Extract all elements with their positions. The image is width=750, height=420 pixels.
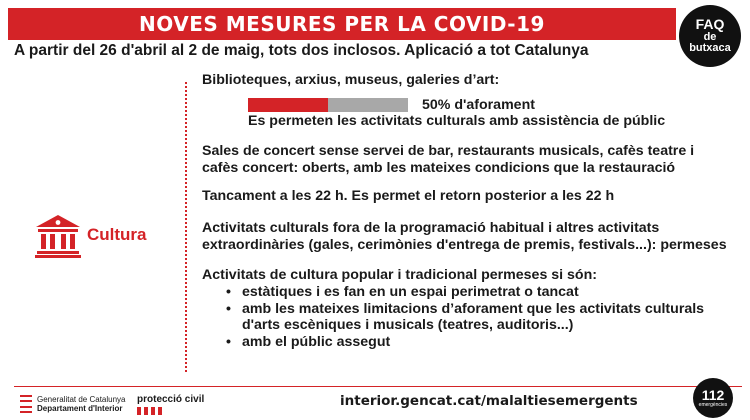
generalitat-logo <box>20 395 126 413</box>
capacity-row <box>248 97 535 113</box>
footer-url-link[interactable]: interior.gencat.cat/malaltiesemergents <box>340 393 638 409</box>
category-block <box>33 212 147 258</box>
emergency-112-badge <box>693 378 733 418</box>
proteccio-civil-stripes-icon <box>137 407 204 415</box>
generalitat-name: Generalitat de Catalunya <box>37 395 126 404</box>
content-area <box>202 72 732 350</box>
category-label: Cultura <box>87 225 147 244</box>
faq-badge <box>679 5 741 67</box>
proteccio-civil-label: protecció civil <box>137 394 205 405</box>
closing-text: Tancament a les 22 h. Es permet el retorn posterior a les 22 h <box>202 188 615 204</box>
emergency-sub: emergències <box>698 402 728 408</box>
capacity-bar-fill <box>248 98 328 112</box>
capacity-bar <box>248 98 408 112</box>
concert-text: Sales de concert sense servei de bar, restaurants musicals, cafès teatre i cafès concert: oberts, amb les mateixes condicions que la restauració <box>202 143 695 176</box>
extra-activities-text: Activitats culturals fora de la programació habitual i altres activitats extraordinàries (gales, cerimònies d'entrega de premis, festivals...): permeses <box>202 220 727 253</box>
emergency-number: 112 <box>701 387 725 403</box>
popular-bullet-list <box>202 284 732 350</box>
popular-heading: Activitats de cultura popular i tradicional permeses si són: <box>202 267 597 283</box>
capacity-label: 50% d'aforament <box>422 97 535 113</box>
museum-building-icon <box>33 212 83 258</box>
libraries-note: Es permeten les activitats culturals amb assistència de públic <box>248 113 666 129</box>
faq-badge-line2: de <box>703 30 717 43</box>
capacity-bar-empty <box>328 98 408 112</box>
generalitat-stripes-icon <box>20 395 32 413</box>
popular-bullet-item: • amb les mateixes limitacions d’aforament que les activitats culturals d'arts escèniques i musicals (teatres, auditoris...) <box>202 301 732 334</box>
faq-badge-line1: FAQ <box>695 16 725 33</box>
subtitle: A partir del 26 d'abril al 2 de maig, tots dos inclosos. Aplicació a tot Catalunya <box>14 42 589 59</box>
popular-bullet-item: • amb el públic assegut <box>202 334 732 351</box>
section-divider <box>185 82 187 372</box>
page-title: NOVES MESURES PER LA COVID-19 <box>8 8 676 40</box>
footer-divider <box>14 386 742 387</box>
popular-bullet-item: • estàtiques i es fan en un espai perimetrat o tancat <box>202 284 732 301</box>
libraries-heading: Biblioteques, arxius, museus, galeries d’art: <box>202 72 500 88</box>
faq-badge-line3: butxaca <box>689 42 731 55</box>
department-name: Departament d'Interior <box>37 404 123 413</box>
proteccio-civil-logo <box>137 394 204 415</box>
